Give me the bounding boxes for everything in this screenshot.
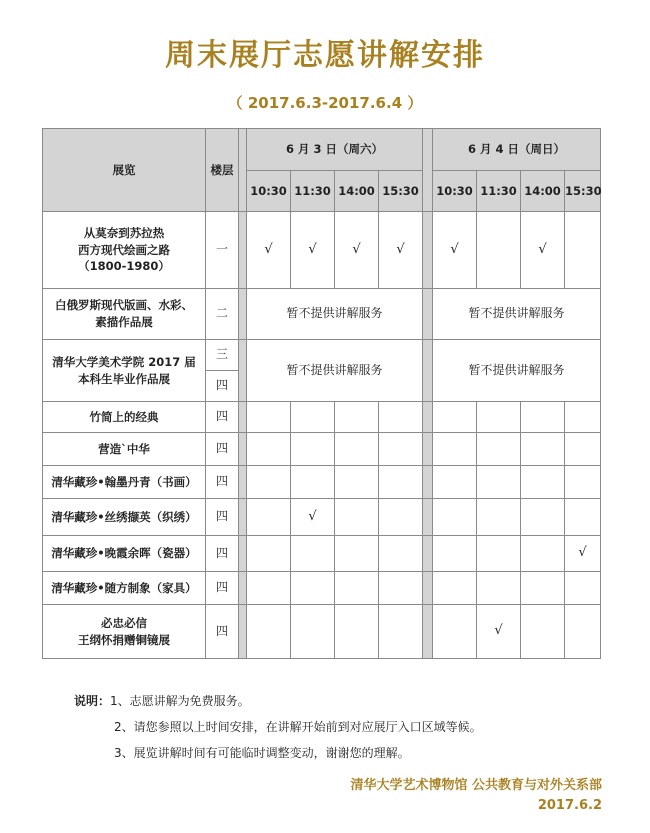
floor-cell: 四 <box>206 499 239 536</box>
exhibit-name <box>43 499 206 536</box>
schedule-body <box>43 129 601 659</box>
floor-cell: 四 <box>206 572 239 605</box>
header-day2: 6 月 4 日（周日） <box>433 129 601 171</box>
column-separator <box>423 212 433 289</box>
exhibit-line: 必忠必信 <box>101 615 147 630</box>
column-separator <box>423 572 433 605</box>
exhibit-name <box>43 572 206 605</box>
slot-cell <box>291 572 335 605</box>
slot-cell <box>291 536 335 572</box>
exhibit-name <box>43 340 206 402</box>
column-separator <box>423 129 433 212</box>
column-separator <box>423 289 433 340</box>
table-row <box>43 433 601 466</box>
slot-cell <box>247 605 291 659</box>
exhibit-line: 从莫奈到苏拉热 <box>83 225 165 240</box>
no-service-note: 暂不提供讲解服务 <box>433 289 601 340</box>
exhibit-line: 本科生毕业作品展 <box>78 371 170 386</box>
slot-cell <box>335 499 379 536</box>
column-separator <box>239 466 247 499</box>
time-header: 15:30 <box>379 171 423 212</box>
footer-date: 2017.6.2 <box>537 798 602 813</box>
slot-cell: √ <box>291 499 335 536</box>
slot-cell <box>291 466 335 499</box>
exhibit-line: 清华藏珍•随方制象（家具） <box>51 580 197 595</box>
exhibit-line: 清华藏珍•翰墨丹青（书画） <box>51 474 197 489</box>
slot-cell <box>379 536 423 572</box>
column-separator <box>423 466 433 499</box>
slot-cell <box>521 433 565 466</box>
slot-cell <box>335 536 379 572</box>
time-header: 11:30 <box>477 171 521 212</box>
column-separator <box>239 402 247 433</box>
column-separator <box>423 499 433 536</box>
table-row <box>43 340 601 371</box>
slot-cell <box>477 433 521 466</box>
exhibit-name <box>43 212 206 289</box>
table-row <box>43 499 601 536</box>
slot-cell <box>433 433 477 466</box>
exhibit-line: 清华藏珍•晚霞余晖（瓷器） <box>51 546 197 561</box>
column-separator <box>423 340 433 402</box>
slot-cell <box>379 499 423 536</box>
floor-cell: 三 <box>206 340 239 371</box>
slot-cell <box>433 572 477 605</box>
floor-cell: 一 <box>206 212 239 289</box>
floor-cell: 四 <box>206 371 239 402</box>
slot-cell <box>477 499 521 536</box>
table-row <box>43 466 601 499</box>
slot-cell <box>565 433 601 466</box>
slot-cell <box>521 466 565 499</box>
slot-cell <box>477 466 521 499</box>
slot-cell <box>335 466 379 499</box>
exhibit-name <box>43 536 206 572</box>
column-separator <box>239 499 247 536</box>
time-header: 11:30 <box>291 171 335 212</box>
slot-cell <box>247 499 291 536</box>
slot-cell: √ <box>565 536 601 572</box>
column-separator <box>239 129 247 212</box>
column-separator <box>423 605 433 659</box>
time-header: 14:00 <box>521 171 565 212</box>
slot-cell: √ <box>247 212 291 289</box>
no-service-note: 暂不提供讲解服务 <box>433 340 601 402</box>
slot-cell <box>379 402 423 433</box>
page-title: 周末展厅志愿讲解安排 <box>165 38 485 73</box>
slot-cell <box>335 572 379 605</box>
time-header: 14:00 <box>335 171 379 212</box>
slot-cell <box>335 402 379 433</box>
note-item: 1、志愿讲解为免费服务。 <box>110 694 250 708</box>
slot-cell <box>521 536 565 572</box>
slot-cell <box>521 402 565 433</box>
slot-cell: √ <box>379 212 423 289</box>
slot-cell <box>433 466 477 499</box>
slot-cell <box>433 499 477 536</box>
exhibit-line: 白俄罗斯现代版画、水彩、 <box>55 298 193 313</box>
exhibit-line: 王纲怀捐赠铜镜展 <box>78 632 170 647</box>
exhibit-line: 清华藏珍•丝绣撷英（织绣） <box>51 509 197 524</box>
floor-cell: 四 <box>206 605 239 659</box>
no-service-note: 暂不提供讲解服务 <box>247 289 423 340</box>
slot-cell: √ <box>291 212 335 289</box>
slot-cell <box>379 466 423 499</box>
slot-cell: √ <box>335 212 379 289</box>
column-separator <box>239 536 247 572</box>
slot-cell <box>247 402 291 433</box>
slot-cell <box>291 433 335 466</box>
column-separator <box>239 605 247 659</box>
notes-section <box>74 688 482 766</box>
column-separator <box>239 212 247 289</box>
exhibit-line: 竹简上的经典 <box>89 409 159 424</box>
date-range-subtitle: （ 2017.6.3-2017.6.4 ） <box>227 94 423 112</box>
schedule-table <box>42 128 601 659</box>
slot-cell <box>379 605 423 659</box>
slot-cell <box>521 572 565 605</box>
exhibit-line: 清华大学美术学院 2017 届 <box>52 354 196 369</box>
slot-cell <box>565 499 601 536</box>
column-separator <box>423 433 433 466</box>
time-header: 10:30 <box>247 171 291 212</box>
exhibit-name <box>43 289 206 340</box>
header-exhibit: 展览 <box>43 129 206 212</box>
exhibit-name <box>43 466 206 499</box>
slot-cell <box>335 605 379 659</box>
time-header: 15:30 <box>565 171 601 212</box>
column-separator <box>239 433 247 466</box>
table-row <box>43 402 601 433</box>
slot-cell <box>521 605 565 659</box>
footer-organization: 清华大学艺术博物馆 公共教育与对外关系部 <box>350 778 602 793</box>
column-separator <box>239 340 247 402</box>
slot-cell <box>335 433 379 466</box>
slot-cell <box>521 499 565 536</box>
slot-cell <box>477 536 521 572</box>
slot-cell <box>291 402 335 433</box>
floor-cell: 二 <box>206 289 239 340</box>
exhibit-line: 西方现代绘画之路 <box>78 242 170 257</box>
table-row <box>43 536 601 572</box>
slot-cell <box>379 433 423 466</box>
no-service-note: 暂不提供讲解服务 <box>247 340 423 402</box>
slot-cell <box>379 572 423 605</box>
floor-cell: 四 <box>206 402 239 433</box>
note-item: 2、请您参照以上时间安排，在讲解开始前到对应展厅入口区域等候。 <box>114 720 482 734</box>
column-separator <box>239 289 247 340</box>
exhibit-name <box>43 433 206 466</box>
slot-cell <box>247 536 291 572</box>
slot-cell <box>247 572 291 605</box>
header-day1: 6 月 3 日（周六） <box>247 129 423 171</box>
slot-cell <box>433 605 477 659</box>
floor-cell: 四 <box>206 536 239 572</box>
slot-cell <box>565 605 601 659</box>
slot-cell: √ <box>433 212 477 289</box>
slot-cell: √ <box>477 605 521 659</box>
exhibit-line: 营造`中华 <box>98 441 150 456</box>
table-row <box>43 605 601 659</box>
column-separator <box>423 402 433 433</box>
column-separator <box>423 536 433 572</box>
slot-cell <box>433 536 477 572</box>
slot-cell <box>433 402 477 433</box>
notes-label: 说明： <box>74 694 111 708</box>
exhibit-line: （1800-1980） <box>78 259 170 274</box>
slot-cell <box>477 402 521 433</box>
header-floor: 楼层 <box>206 129 239 212</box>
slot-cell: √ <box>521 212 565 289</box>
slot-cell <box>565 402 601 433</box>
slot-cell <box>565 212 601 289</box>
slot-cell <box>477 212 521 289</box>
slot-cell <box>247 433 291 466</box>
exhibit-name <box>43 605 206 659</box>
floor-cell: 四 <box>206 466 239 499</box>
exhibit-name <box>43 402 206 433</box>
slot-cell <box>247 466 291 499</box>
slot-cell <box>477 572 521 605</box>
slot-cell <box>291 605 335 659</box>
exhibit-line: 素描作品展 <box>95 315 153 329</box>
time-header: 10:30 <box>433 171 477 212</box>
table-row <box>43 572 601 605</box>
column-separator <box>239 572 247 605</box>
table-row <box>43 212 601 289</box>
slot-cell <box>565 466 601 499</box>
slot-cell <box>565 572 601 605</box>
table-row <box>43 289 601 340</box>
note-item: 3、展览讲解时间有可能临时调整变动，谢谢您的理解。 <box>114 746 410 760</box>
floor-cell: 四 <box>206 433 239 466</box>
